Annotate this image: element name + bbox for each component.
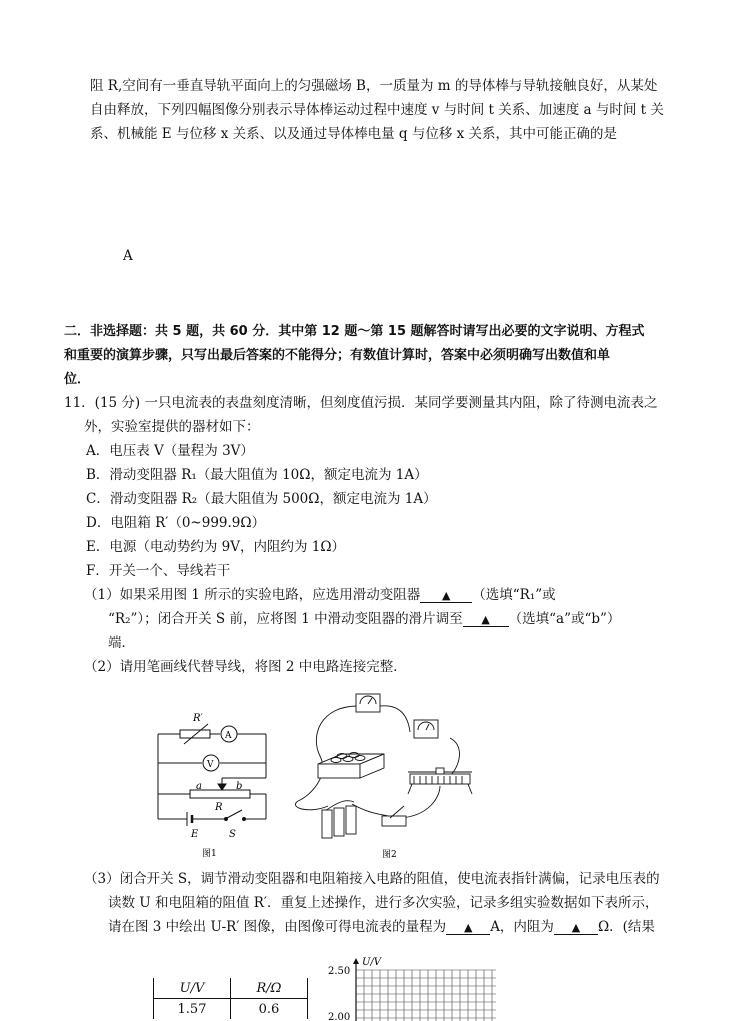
q11-stem-line-1: 11．(15 分) 一只电流表的表盘刻度清晰，但刻度值污损．某同学要测量其内阻，除了待测电流表之 xyxy=(64,395,658,411)
table-header-u: U/V xyxy=(154,978,231,999)
prev-question-line-3: 系、机械能 E 与位移 x 关系、以及通过导体棒电量 q 与位移 x 关系，其中可能正确的是 xyxy=(90,126,618,142)
q11-part2: （2）请用笔画线代替导线，将图 2 中电路连接完整． xyxy=(84,659,407,675)
fig3-tick-2.00: 2.00 xyxy=(328,1012,351,1021)
q11-part3-line-2: 读数 U 和电阻箱的阻值 R′．重复上述操作，进行多次实验，记录多组实验数据如下表所示， xyxy=(108,895,659,911)
q11-part3-line-3: 请在图 3 中绘出 U-R′ 图像，由图像可得电流表的量程为 ▲ A，内阻为 ▲ Ω．(结果 xyxy=(108,919,655,935)
figure-1-caption: 图1 xyxy=(202,849,217,859)
data-table xyxy=(153,978,308,1019)
prev-question-line-2: 自由释放，下列四幅图像分别表示导体棒运动过程中速度 v 与时间 t 关系、加速度 a 与时间 t 关 xyxy=(90,102,664,118)
label-e: E xyxy=(191,829,199,840)
q11-stem-line-2: 外，实验室提供的器材如下： xyxy=(84,419,260,435)
prev-question-line-1: 阻 R,空间有一垂直导轨平面向上的匀强磁场 B，一质量为 m 的导体棒与导轨接触良好，从某处 xyxy=(90,78,658,94)
label-r-prime: R′ xyxy=(193,713,203,724)
q11-part3-line-1: （3）闭合开关 S，调节滑动变阻器和电阻箱接入电路的阻值，使电流表指针满偏，记录电压表的 xyxy=(84,871,660,887)
figure-1-circuit xyxy=(150,706,276,864)
voltmeter-label: V xyxy=(207,760,214,770)
label-r: R xyxy=(215,802,223,813)
answer-blank[interactable]: ▲ xyxy=(446,921,490,935)
q11-option-a: A．电压表 V（量程为 3V） xyxy=(86,443,254,459)
figure-2-apparatus xyxy=(290,686,480,864)
prev-question-answer: A xyxy=(123,248,133,264)
label-b: b xyxy=(236,781,243,792)
q11-part1-line-2: “R₂”）；闭合开关 S 前，应将图 1 中滑动变阻器的滑片调至 ▲ （选填“a”或“b”） xyxy=(108,611,621,627)
fig3-ylabel: U/V xyxy=(362,957,382,968)
table-cell: 1.57 xyxy=(154,999,231,1020)
section-heading-line-1: 二．非选择题：共 5 题，共 60 分．其中第 12 题～第 15 题解答时请写出必要的文字说明、方程式 xyxy=(64,324,645,339)
q11-part1-line-3: 端． xyxy=(108,635,135,651)
q11-part1-line-1: （1）如果采用图 1 所示的实验电路，应选用滑动变阻器 ▲ （选填“R₁”或 xyxy=(84,587,556,603)
label-s: S xyxy=(229,829,236,840)
q11-option-f: F．开关一个、导线若干 xyxy=(86,563,231,579)
table-header-r: R/Ω xyxy=(231,978,308,999)
table-header-row xyxy=(154,978,308,999)
section-heading-line-2: 和重要的演算步骤，只写出最后答案的不能得分；有数值计算时，答案中必须明确写出数值和单 xyxy=(64,348,611,363)
table-row xyxy=(154,999,308,1020)
label-a: a xyxy=(196,781,202,792)
table-cell: 0.6 xyxy=(231,999,308,1020)
q11-option-e: E．电源（电动势约为 9V，内阻约为 1Ω） xyxy=(86,539,346,555)
section-heading-line-3: 位． xyxy=(64,372,91,387)
figure-2-caption: 图2 xyxy=(382,850,397,860)
ammeter-label: A xyxy=(225,731,232,741)
figure-3-grid xyxy=(322,956,502,1021)
q11-option-c: C．滑动变阻器 R₂（最大阻值为 500Ω，额定电流为 1A） xyxy=(86,491,437,507)
q11-option-d: D．电阻箱 R′（0~999.9Ω） xyxy=(86,515,266,531)
answer-blank[interactable]: ▲ xyxy=(554,921,598,935)
answer-blank[interactable]: ▲ xyxy=(420,589,472,603)
q11-option-b: B．滑动变阻器 R₁（最大阻值为 10Ω，额定电流为 1A） xyxy=(86,467,428,483)
answer-blank[interactable]: ▲ xyxy=(463,613,509,627)
fig3-tick-2.50: 2.50 xyxy=(328,966,351,977)
